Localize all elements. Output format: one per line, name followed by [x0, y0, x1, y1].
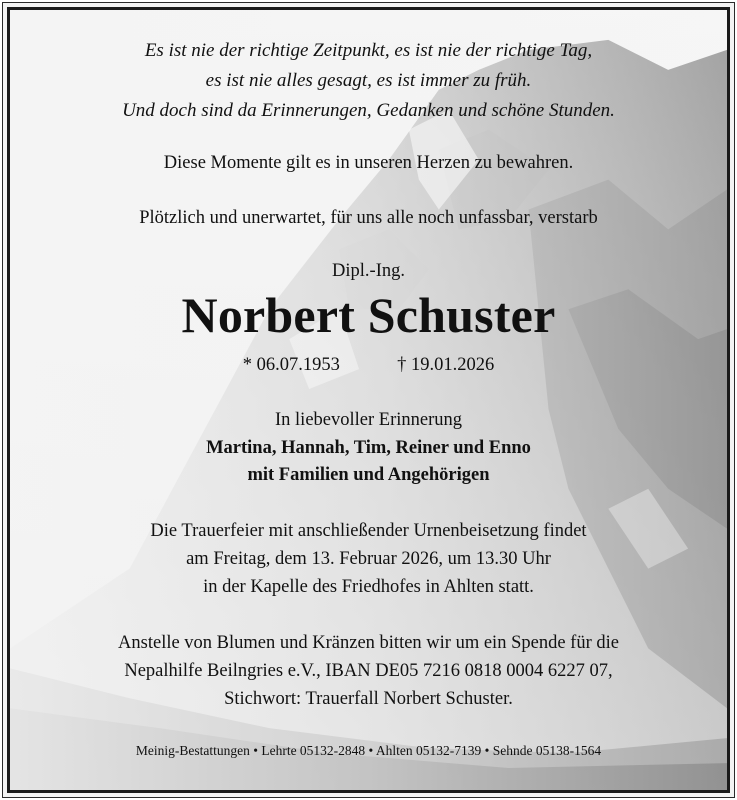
verse-line: Und doch sind da Erinnerungen, Gedanken und schöne Stunden.: [122, 100, 615, 121]
donation-line: Stichwort: Trauerfall Norbert Schuster.: [224, 689, 513, 709]
donation-line: Anstelle von Blumen und Kränzen bitten wir um ein Spende für die: [118, 633, 619, 653]
death-date: † 19.01.2026: [397, 355, 495, 375]
mourners-intro: In liebevoller Erinnerung: [275, 410, 462, 430]
funeral-line: in der Kapelle des Friedhofes in Ahlten statt.: [203, 577, 534, 597]
life-dates: [10, 355, 727, 376]
obituary-notice: [2, 2, 735, 798]
donation-line: Nepalhilfe Beilngries e.V., IBAN DE05 7216 0818 0004 6227 07,: [124, 661, 613, 681]
academic-title: Dipl.-Ing.: [332, 261, 405, 281]
funeral-line: Die Trauerfeier mit anschließender Urnenbeisetzung findet: [150, 521, 587, 541]
mourners-families: mit Familien und Angehörigen: [247, 465, 490, 485]
notice-border: [7, 7, 730, 793]
funeral-line: am Freitag, dem 13. Februar 2026, um 13.30 Uhr: [186, 549, 551, 569]
mourners-names: Martina, Hannah, Tim, Reiner und Enno: [206, 438, 531, 458]
deceased-name: Norbert Schuster: [181, 287, 556, 343]
birth-date: * 06.07.1953: [242, 355, 340, 375]
moments-text: Diese Momente gilt es in unseren Herzen zu bewahren.: [163, 153, 574, 173]
verse-line: es ist nie alles gesagt, es ist immer zu früh.: [205, 70, 532, 91]
notice-text: [10, 10, 727, 790]
funeral-home-footer: Meinig-Bestattungen • Lehrte 05132-2848 • Ahlten 05132-7139 • Sehnde 05138-1564: [135, 743, 602, 758]
verse-line: Es ist nie der richtige Zeitpunkt, es ist nie der richtige Tag,: [144, 40, 593, 61]
announcement-text: Plötzlich und unerwartet, für uns alle noch unfassbar, verstarb: [139, 208, 598, 228]
